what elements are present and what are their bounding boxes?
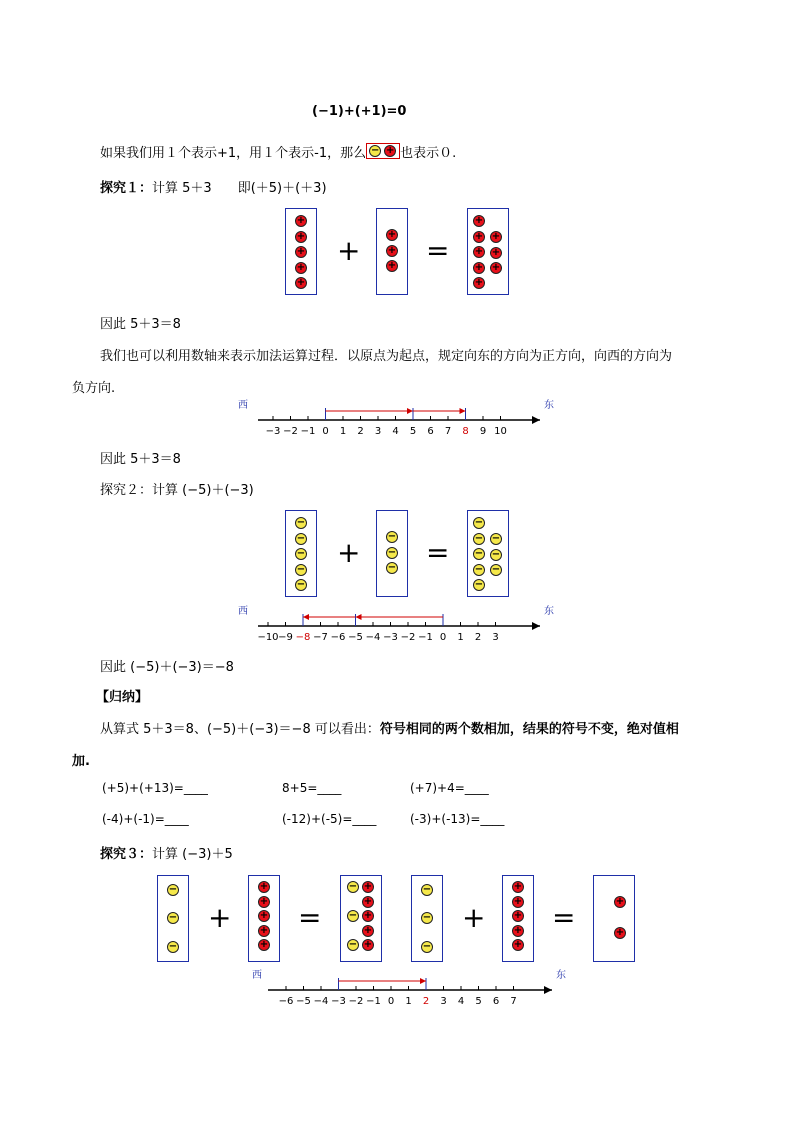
equals-operator-2: = <box>552 901 576 934</box>
negative-chip-icon: − <box>348 939 358 950</box>
negative-chip-icon: − <box>422 941 432 952</box>
tick-label: −3 <box>265 426 281 437</box>
middle-counter-box <box>376 208 408 295</box>
positive-chip-icon: + <box>491 231 501 242</box>
positive-chip-icon: + <box>387 244 397 256</box>
tick-label: 7 <box>510 996 517 1007</box>
tick-label: 5 <box>475 996 482 1007</box>
plus-operator-2: + <box>462 901 486 934</box>
positive-chip-icon: + <box>474 246 484 257</box>
plus-operator: + <box>337 234 361 267</box>
explore1-paragraph-2: 负方向. <box>72 381 116 396</box>
intro-text-before: 如果我们用１个表示+1，用１个表示-1，那么 <box>100 146 367 161</box>
equals-operator: = <box>426 536 450 569</box>
positive-chip-icon: + <box>474 261 484 273</box>
east-label: 东 <box>544 606 554 617</box>
tick-label: −7 <box>313 632 328 643</box>
tick-label: 10 <box>494 426 507 437</box>
tick-label: 4 <box>392 426 399 437</box>
tick-label: −3 <box>331 996 346 1007</box>
tick-label: 2 <box>422 996 430 1007</box>
positive-chip-icon: + <box>259 910 269 921</box>
tick-label: −1 <box>418 632 433 643</box>
number-line-1 <box>230 398 560 440</box>
negative-chip-icon: − <box>296 563 306 575</box>
tick-label: 1 <box>457 632 464 643</box>
positive-chip-icon: + <box>296 246 306 257</box>
positive-chip-icon: + <box>296 261 306 273</box>
intro-text-after: 也表示０. <box>400 146 457 161</box>
pos-five-box <box>248 875 280 962</box>
positive-chip-icon: + <box>513 881 523 892</box>
negative-chip-icon: − <box>296 517 306 528</box>
tick-label: 6 <box>427 426 434 437</box>
positive-chip-icon: + <box>474 215 484 226</box>
summary-rule-cont: 加. <box>72 754 90 769</box>
positive-chip-icon: + <box>259 881 269 892</box>
exercise-4: (-4)+(-1)=____ <box>102 812 189 826</box>
negative-chip-icon: − <box>422 912 432 923</box>
tick-label: 2 <box>474 632 482 643</box>
negative-chip-icon: − <box>474 579 484 590</box>
move-arrowhead-icon <box>356 614 362 620</box>
move-arrowhead-icon <box>420 978 426 984</box>
move-arrowhead-icon <box>407 408 413 414</box>
positive-chip-icon: + <box>259 939 269 950</box>
left-counter-box <box>285 208 317 295</box>
negative-chip-icon: − <box>387 531 397 542</box>
negative-chip-icon: − <box>474 517 484 528</box>
east-label: 东 <box>556 970 566 981</box>
neg-three-box-2 <box>411 875 443 962</box>
negative-chip-icon: − <box>387 562 397 573</box>
result-counter-box <box>467 510 509 597</box>
positive-chip-icon: + <box>387 260 397 271</box>
west-label: 西 <box>238 400 248 411</box>
neg-three-box <box>157 875 189 962</box>
positive-chip-icon: + <box>363 924 373 936</box>
positive-chip-icon: + <box>491 246 501 258</box>
tick-label: 7 <box>444 426 452 437</box>
positive-chip-icon: + <box>513 895 523 907</box>
result-counter-box <box>467 208 509 295</box>
positive-chip-icon: + <box>296 277 306 288</box>
equals-operator: = <box>298 901 322 934</box>
tick-label: −10 <box>257 632 279 643</box>
positive-chip-icon: + <box>363 895 373 907</box>
tick-label: 3 <box>492 632 499 643</box>
west-label: 西 <box>238 606 248 617</box>
negative-chip-icon: − <box>474 563 484 575</box>
tick-label: 3 <box>374 426 382 437</box>
negative-chip-icon: − <box>474 532 484 544</box>
explore1-paragraph: 我们也可以利用数轴来表示加法运算过程．以原点为起点，规定向东的方向为正方向，向西的方向为 <box>100 349 673 364</box>
tick-label: −8 <box>295 632 311 643</box>
tick-label: 0 <box>322 426 329 437</box>
negative-chip-icon: − <box>168 884 178 895</box>
axis-arrow-icon <box>532 416 540 424</box>
explore1-text: 计算 5＋3 即(＋5)＋(＋3) <box>152 181 327 196</box>
axis-arrow-icon <box>532 622 540 630</box>
positive-chip-icon: + <box>363 881 373 892</box>
paired-box <box>340 875 382 962</box>
explore3-title <box>100 843 233 862</box>
summary-line <box>100 718 679 737</box>
left-counter-box <box>285 510 317 597</box>
tick-label: 8 <box>462 426 469 437</box>
remainder-box <box>593 875 635 962</box>
tick-label: −1 <box>300 426 316 437</box>
summary-title: 【归纳】 <box>96 690 149 705</box>
negative-chip-icon: − <box>387 546 397 558</box>
positive-chip-icon: + <box>615 927 625 938</box>
plus-operator: + <box>337 536 361 569</box>
zero-pair-chips <box>366 143 400 159</box>
tick-label: 9 <box>479 426 487 437</box>
tick-label: 4 <box>457 996 465 1007</box>
exercise-2: 8+5=____ <box>282 781 342 795</box>
summary-text: 从算式 5＋3＝8、(−5)＋(−3)＝−8 可以看出： <box>100 722 380 737</box>
pos-five-box-2 <box>502 875 534 962</box>
positive-chip-icon: + <box>363 939 373 950</box>
explore1-conclusion-1: 因此 5＋3＝8 <box>100 317 181 332</box>
east-label: 东 <box>544 400 554 411</box>
negative-chip-icon: − <box>296 532 306 544</box>
positive-chip-icon: + <box>259 924 269 936</box>
negative-chip-icon: − <box>348 881 358 892</box>
heading-equation: (−1)+(+1)=0 <box>312 104 407 119</box>
exercise-5: (-12)+(-5)=____ <box>282 812 377 826</box>
exercise-6: (-3)+(-13)=____ <box>410 812 505 826</box>
positive-chip-icon: + <box>513 924 523 936</box>
equals-operator: = <box>426 234 450 267</box>
tick-label: −5 <box>348 632 363 643</box>
explore2-conclusion: 因此 (−5)＋(−3)＝−8 <box>100 660 234 675</box>
positive-chip-icon: + <box>387 229 397 240</box>
summary-rule: 符号相同的两个数相加，结果的符号不变，绝对值相 <box>379 722 679 737</box>
negative-chip-icon: − <box>168 912 178 923</box>
tick-label: −4 <box>365 632 381 643</box>
negative-chip-icon: − <box>422 884 432 895</box>
tick-label: −6 <box>278 996 294 1007</box>
west-label: 西 <box>252 970 262 981</box>
positive-chip-icon: + <box>296 230 306 242</box>
tick-label: −1 <box>366 996 381 1007</box>
tick-label: 1 <box>405 996 412 1007</box>
tick-label: 6 <box>492 996 500 1007</box>
tick-label: 5 <box>409 426 417 437</box>
positive-chip-icon: + <box>615 896 625 907</box>
plus-operator: + <box>208 901 232 934</box>
negative-chip-icon: − <box>348 910 358 921</box>
negative-chip-icon: − <box>491 564 501 575</box>
explore3-text: 计算 (−3)＋5 <box>152 847 233 862</box>
tick-label: 1 <box>339 426 347 437</box>
negative-chip-icon: − <box>370 145 380 156</box>
tick-label: −5 <box>296 996 311 1007</box>
negative-chip-icon: − <box>491 548 501 560</box>
negative-chip-icon: − <box>168 941 178 952</box>
negative-chip-icon: − <box>491 533 501 544</box>
positive-chip-icon: + <box>474 230 484 242</box>
positive-chip-icon: + <box>474 277 484 288</box>
tick-label: −2 <box>348 996 364 1007</box>
negative-chip-icon: − <box>474 548 484 559</box>
explore2-title: 探究２：计算 (−5)＋(−3) <box>100 483 254 498</box>
negative-chip-icon: − <box>296 579 306 590</box>
tick-label: −2 <box>400 632 416 643</box>
positive-chip-icon: + <box>513 939 523 950</box>
tick-label: 2 <box>357 426 364 437</box>
tick-label: 0 <box>439 632 447 643</box>
positive-chip-icon: + <box>296 215 306 226</box>
tick-label: −6 <box>330 632 346 643</box>
tick-label: −9 <box>278 632 293 643</box>
tick-label: −2 <box>283 426 298 437</box>
exercise-1: (+5)+(+13)=____ <box>102 781 208 795</box>
axis-arrow-icon <box>544 986 552 994</box>
number-line-2 <box>230 604 560 646</box>
tick-label: −3 <box>383 632 398 643</box>
tick-label: −4 <box>313 996 329 1007</box>
explore1-title <box>100 177 327 196</box>
positive-chip-icon: + <box>259 895 269 907</box>
move-arrowhead-icon <box>303 614 309 620</box>
move-arrowhead-icon <box>460 408 466 414</box>
positive-chip-icon: + <box>513 910 523 921</box>
exercise-3: (+7)+4=____ <box>410 781 489 795</box>
number-line-3 <box>230 968 590 1010</box>
explore1-conclusion-2: 因此 5＋3＝8 <box>100 452 181 467</box>
positive-chip-icon: + <box>491 262 501 273</box>
negative-chip-icon: − <box>296 548 306 559</box>
intro-line <box>100 142 456 161</box>
middle-counter-box <box>376 510 408 597</box>
explore1-label: 探究１： <box>100 181 153 196</box>
explore3-label: 探究３： <box>100 847 153 862</box>
tick-label: 0 <box>387 996 395 1007</box>
tick-label: 3 <box>440 996 447 1007</box>
positive-chip-icon: + <box>363 910 373 921</box>
positive-chip-icon: + <box>385 145 395 156</box>
